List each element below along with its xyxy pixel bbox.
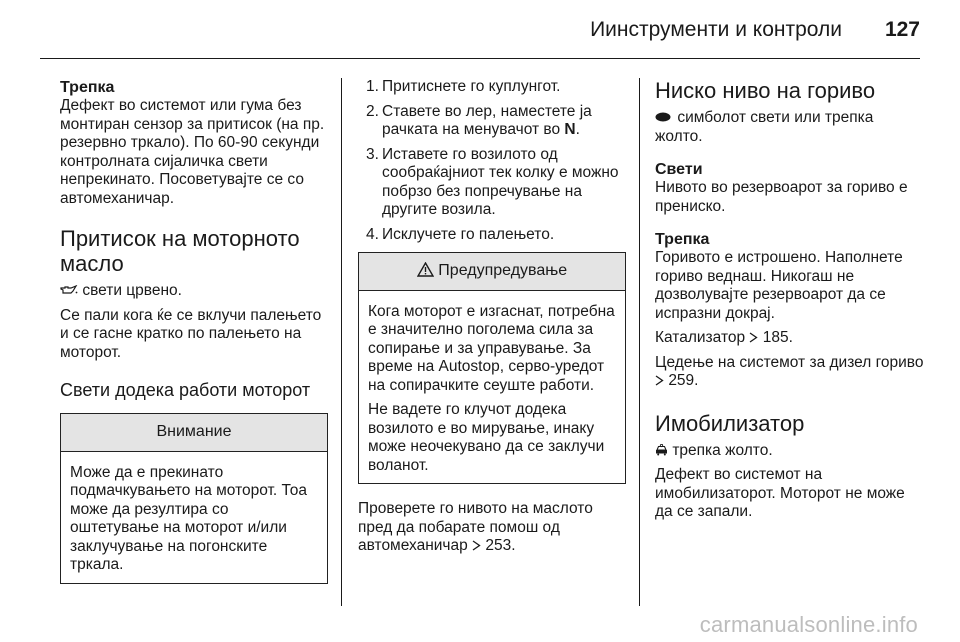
- column-right: [655, 78, 925, 522]
- column-divider-right: [639, 78, 640, 606]
- oil-paragraph: Се пали кога ќе се вклучи палењето и се гасне кратко по палењето на моторот.: [60, 306, 322, 361]
- low-fuel-heading: Ниско ниво на гориво: [655, 78, 876, 103]
- page-ref-arrow-icon: [472, 538, 481, 549]
- list-item: 1. Притиснете го куплунгот.: [366, 78, 561, 95]
- fuel-icon-line: симболот свети или трепка жолто.: [655, 109, 874, 145]
- warning-heading: Предупредување: [438, 262, 568, 279]
- caution-heading: Внимание: [61, 414, 327, 452]
- caution-box: [60, 413, 328, 584]
- catalyst-ref[interactable]: 185.: [762, 329, 793, 346]
- warning-triangle-icon: [417, 262, 434, 281]
- steps-list: [358, 78, 626, 244]
- immobilizer-heading: Имобилизатор: [655, 410, 805, 436]
- column-divider-left: [341, 78, 342, 606]
- fuel-indicator-icon: [655, 109, 673, 128]
- warning-text-2: Не вадете го клучот додека возилото е во мирување, инаку може неочекувано да се заклучи воланот.: [368, 401, 605, 474]
- trepka-heading: Трепка: [60, 79, 115, 96]
- diesel-ref[interactable]: 259.: [668, 372, 699, 389]
- watermark: carmanualsonline.info: [699, 612, 918, 637]
- trepka-paragraph: Дефект во системот или гума без монтиран сензор за притисок (на пр. резервно тркало). По 60-90 секунди контролната сијаличка свети непрекинато. Посоветувајте се со автомеханичар.: [60, 97, 325, 207]
- sveti-heading: Свети: [655, 161, 703, 178]
- page-ref-arrow-icon: [749, 330, 758, 341]
- page-ref-arrow-icon: [655, 373, 664, 384]
- catalyst-line: Катализатор 185.: [655, 329, 793, 346]
- warning-box: [358, 252, 626, 484]
- fuel-trepka-heading: Трепка: [655, 231, 710, 248]
- list-item: 2. Ставете во лер, наместете ја рачката на менувачот во N.: [366, 102, 592, 138]
- oil-icon-text: свети црвено.: [82, 282, 182, 299]
- gear-neutral-label: N: [564, 121, 576, 138]
- caution-text: Може да е прекинато подмачкувањето на моторот. Тоа може да резултира со оштетување на моторот и/или заклучување на погонските тркала.: [70, 463, 308, 573]
- list-item: 3. Иставете го возилото од сообраќајниот тек колку е можно побрзо без попречување на другите возила.: [366, 145, 619, 218]
- fuel-trepka-paragraph: Горивото е истрошено. Наполнете гориво веднаш. Никогаш не дозволувајте резервоарот да се испразни докрај.: [655, 249, 903, 322]
- engine-running-heading: Свети додека работи моторот: [60, 380, 311, 400]
- column-left: [60, 78, 328, 584]
- diesel-line: Цедење на системот за дизел гориво 259.: [655, 353, 924, 389]
- warning-heading-bar: [359, 253, 625, 291]
- chapter-title: Иинструменти и контроли: [590, 18, 842, 41]
- check-oil-ref[interactable]: 253.: [485, 537, 516, 554]
- oil-can-icon: [60, 282, 78, 301]
- sveti-paragraph: Нивото во резервоарот за гориво е прениско.: [655, 179, 908, 215]
- oil-pressure-heading: Притисок на моторното масло: [60, 226, 300, 276]
- column-middle: [358, 78, 626, 556]
- header-divider: [40, 58, 920, 59]
- page-number: 127: [884, 18, 920, 41]
- car-key-icon: [655, 442, 668, 461]
- warning-text-1: Кога моторот е изгаснат, потребна е значително поголема сила за сопирање и за управување. За време на Autostop, серво-уредот на сопирачките сеуште работи.: [368, 302, 615, 394]
- immo-icon-line: трепка жолто.: [655, 442, 925, 461]
- check-oil-paragraph: Проверете го нивото на маслото пред да побарате помош од автомеханичар 253.: [358, 500, 593, 554]
- page-header: [0, 0, 960, 60]
- oil-icon-line: [60, 282, 328, 301]
- list-item: 4. Исклучете го палењето.: [366, 225, 555, 243]
- immo-paragraph: Дефект во системот на имобилизаторот. Моторот не може да се запали.: [655, 466, 905, 520]
